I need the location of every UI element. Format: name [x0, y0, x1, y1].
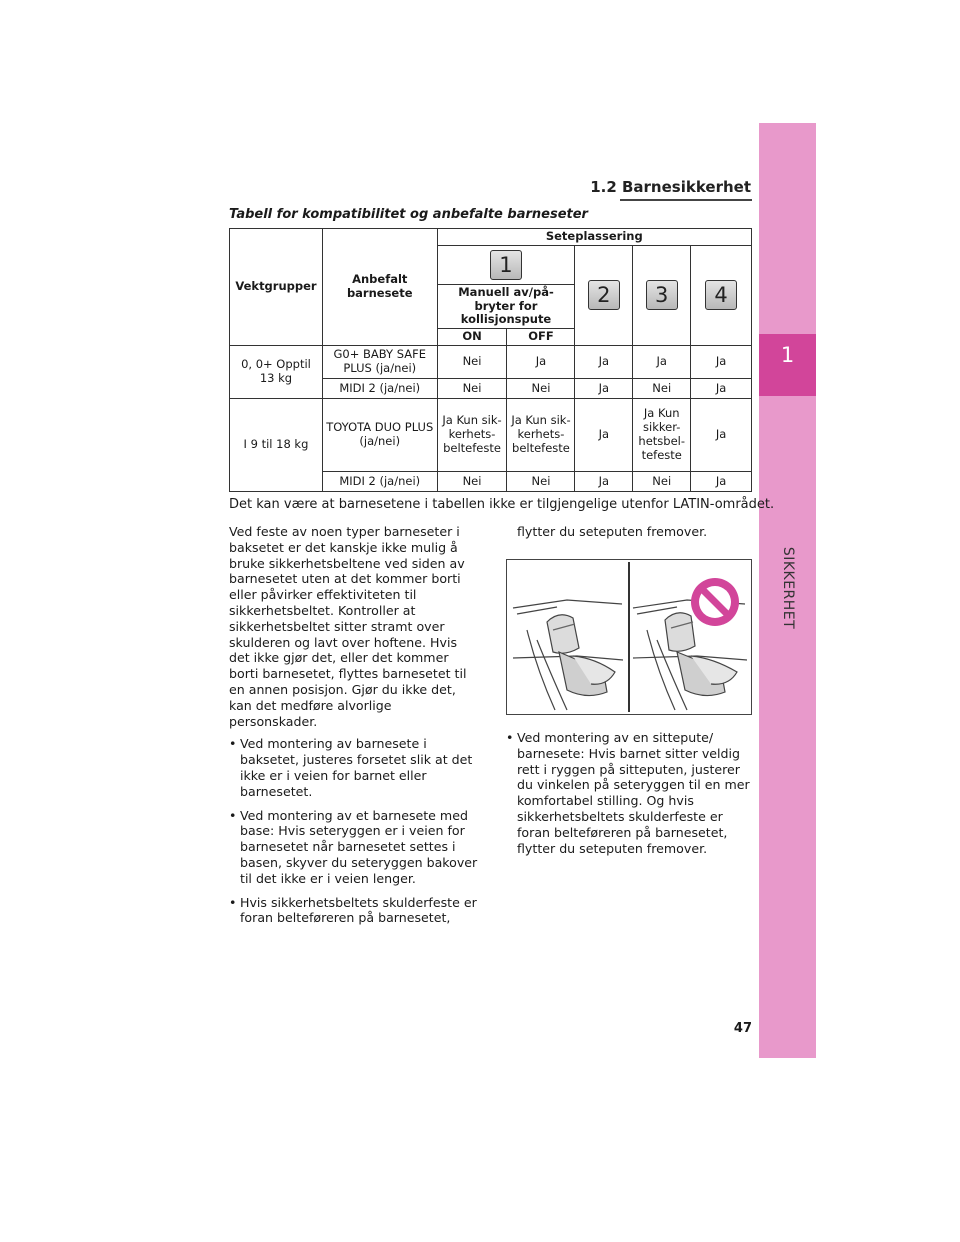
seat-2-icon: 2 — [588, 280, 620, 310]
table-title: Tabell for kompatibilitet og anbefalte barneseter — [229, 207, 588, 222]
cell-seat: MIDI 2 (ja/nei) — [322, 471, 437, 491]
compatibility-table — [229, 228, 752, 492]
seat-1-icon: 1 — [490, 250, 522, 280]
prohibited-icon — [691, 578, 739, 626]
cell-off: Ja Kun sik-kerhets-beltefeste — [507, 398, 575, 471]
table-row — [230, 398, 752, 471]
seat-2-cell — [575, 245, 633, 345]
cell-pos2: Ja — [575, 345, 633, 378]
bullet-item: • Ved montering av barnesete i baksetet, justeres forsetet slik at det ikke er i veien for barnet eller barnesetet. — [229, 736, 479, 799]
cell-on: Nei — [437, 345, 507, 378]
seat-1-cell — [437, 245, 575, 284]
cell-pos3: Ja — [633, 345, 691, 378]
seat-4-icon: 4 — [705, 280, 737, 310]
header-seat-position: Seteplassering — [437, 229, 751, 246]
cell-seat: MIDI 2 (ja/nei) — [322, 378, 437, 398]
cell-pos3: Nei — [633, 471, 691, 491]
header-recommended-seat: Anbefalt barnesete — [322, 229, 437, 346]
cell-off: Ja — [507, 345, 575, 378]
child-seat-illustration — [506, 559, 752, 715]
cell-pos2: Ja — [575, 471, 633, 491]
cell-group: 0, 0+ Opptil 13 kg — [230, 345, 323, 398]
cell-pos2: Ja — [575, 378, 633, 398]
cell-pos3: Nei — [633, 378, 691, 398]
chapter-side-tab — [759, 123, 816, 1058]
header-weight-groups: Vektgrupper — [230, 229, 323, 346]
chapter-label-text: SIKKERHET — [780, 546, 796, 630]
page-number: 47 — [733, 1021, 752, 1036]
cell-pos4: Ja — [691, 345, 752, 378]
availability-note: Det kan være at barnesetene i tabellen ikke er tilgjengelige utenfor LATIN-området. — [229, 497, 775, 512]
seat-4-cell — [691, 245, 752, 345]
table-row — [230, 345, 752, 378]
cell-off: Nei — [507, 378, 575, 398]
warning-paragraph: Ved feste av noen typer barneseter i baksetet er det kanskje ikke mulig å bruke sikkerhetsbeltene ved siden av barnesetet uten at det kommer borti eller påvirker effektiviteten til sikkerhetsbeltet. Kontroller at sikkerhetsbeltet sitter stramt over skulderen og lavt over hoftene. Hvis det ikke gjør det, eller det kommer borti barnesetet, flyttes barnesetet til en annen posisjon. Gjør du ikke det, kan det medføre alvorlige personskader. — [229, 524, 467, 729]
seat-3-icon: 3 — [646, 280, 678, 310]
continuation-text: flytter du seteputen fremover. — [517, 524, 708, 539]
left-column — [229, 524, 479, 934]
right-column — [506, 524, 752, 856]
cell-pos4: Ja — [691, 378, 752, 398]
cell-pos3: Ja Kun sikker-hetsbel-tefeste — [633, 398, 691, 471]
header-airbag-switch: Manuell av/på-bryter for kollisjonspute — [437, 284, 575, 328]
cell-on: Nei — [437, 378, 507, 398]
section-title: 1.2 Barnesikkerhet — [590, 178, 751, 196]
chapter-label — [773, 523, 803, 653]
bullet-item: • Hvis sikkerhetsbeltets skulderfeste er foran belteføreren på barnesetet, — [229, 895, 479, 927]
child-seat-correct-icon — [513, 600, 623, 710]
cell-on: Ja Kun sik-kerhets-beltefeste — [437, 398, 507, 471]
bullet-item: • Ved montering av et barnesete med base: Hvis seteryggen er i veien for barnesetet når barnesetet settes i basen, skyver du seteryggen bakover til det ikke er i veien lenger. — [229, 808, 479, 887]
seat-3-cell — [633, 245, 691, 345]
cell-pos4: Ja — [691, 398, 752, 471]
cell-pos4: Ja — [691, 471, 752, 491]
header-on: ON — [437, 329, 507, 346]
cell-seat: TOYOTA DUO PLUS (ja/nei) — [322, 398, 437, 471]
cell-group: I 9 til 18 kg — [230, 398, 323, 491]
chapter-number: 1 — [780, 343, 795, 367]
cell-seat: G0+ BABY SAFE PLUS (ja/nei) — [322, 345, 437, 378]
header-rule — [620, 199, 752, 201]
cell-off: Nei — [507, 471, 575, 491]
header-off: OFF — [507, 329, 575, 346]
bullet-item: • Ved montering av en sittepute/ barnesete: Hvis barnet sitter veldig rett i ryggen på sitteputen, justerer du vinkelen på seteryggen til en mer komfortabel stilling. Og hvis sikkerhetsbeltets skulderfeste er foran belteføreren på barnesetet, flytter du seteputen fremover. — [506, 730, 752, 856]
child-seat-drawing — [507, 560, 751, 714]
cell-on: Nei — [437, 471, 507, 491]
cell-pos2: Ja — [575, 398, 633, 471]
